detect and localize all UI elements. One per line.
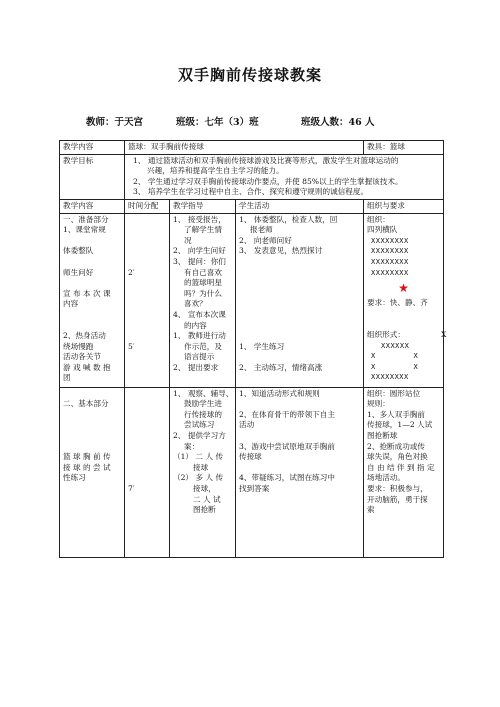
- content-value: 篮球：双手胸前传接球: [125, 141, 364, 155]
- goal-row: [60, 154, 444, 199]
- content-line: 篮 球 胸 前 传: [63, 452, 111, 462]
- guide-line: 的内容: [184, 320, 207, 330]
- warmup-organization: [364, 213, 447, 387]
- org-requirement: 要求：快、静、齐: [367, 298, 428, 308]
- activity-line: 1、 学生练习: [239, 341, 285, 351]
- org-line: 规则：: [367, 399, 390, 409]
- guide-line: 3、 提问：你们: [173, 256, 226, 266]
- org-line: 自 由 结 伴 到 指 定: [367, 462, 435, 472]
- activity-line: 找到答案: [239, 483, 270, 493]
- guide-line: 喜欢？: [184, 299, 207, 309]
- column-header: 学生活动: [236, 199, 364, 213]
- goal-line: 2、 学生通过学习双手胸前传接球动作要点，并使 85%以上的学生掌握该技术。: [133, 176, 403, 186]
- circle-row: XXXXXX: [381, 341, 410, 350]
- activity-line: 1、 体委整队，检查人数，回: [239, 214, 338, 224]
- content-row: [60, 141, 444, 155]
- basic-activity: [236, 387, 364, 557]
- column-header: 教学指导: [170, 199, 236, 213]
- guide-line: 的篮球明星: [184, 278, 222, 288]
- content-line: 团: [63, 373, 71, 383]
- guide-line: 况: [184, 235, 192, 245]
- guide-line: 有自己喜欢: [184, 267, 222, 277]
- guide-line: 1、 接受报告，: [173, 214, 226, 224]
- warmup-row: [60, 213, 444, 387]
- basic-row: [60, 387, 444, 557]
- teacher-star-icon: ★: [398, 281, 409, 296]
- column-header: 教学内容: [60, 199, 125, 213]
- guide-line: 二 人 试: [193, 494, 221, 504]
- basic-organization: [364, 387, 444, 557]
- guide-line: （1） 二 人 传: [173, 452, 224, 462]
- guide-line: 2、 提出要求: [173, 362, 219, 372]
- warmup-guide: [170, 213, 236, 387]
- time-value: 2′: [128, 267, 135, 277]
- circle-row: X X: [371, 352, 419, 361]
- content-label: 教学内容: [60, 141, 125, 155]
- org-line: 图抢断球: [367, 430, 398, 440]
- guide-line: 案：: [184, 441, 200, 451]
- guide-line: （2） 多 人 传: [173, 473, 224, 483]
- content-line: 2、热身活动: [63, 331, 106, 341]
- guide-line: 图抢断: [193, 505, 216, 515]
- basic-time: [125, 387, 170, 557]
- goal-line: 1、 通过篮球活动和双手胸前传接球游戏及比赛等形式，激发学生对篮球运动的: [133, 155, 399, 165]
- guide-line: 1、 观察、辅导、: [173, 388, 234, 398]
- warmup-content: [60, 213, 125, 387]
- guide-line: 2、 向学生问好: [173, 246, 226, 256]
- content-line: 师生问好: [63, 267, 94, 277]
- activity-line: 报老师: [250, 225, 273, 235]
- content-line: 1、课堂常规: [63, 225, 106, 235]
- time-value: 7′: [128, 483, 135, 493]
- org-line: 传接球，1—2 人试: [367, 420, 433, 430]
- activity-line: 3、 发表意见，热烈探讨: [239, 246, 323, 256]
- content-line: 接 球 的 尝 试: [63, 462, 111, 472]
- org-line: 索: [367, 505, 375, 515]
- org-formation: 四列横队: [367, 225, 398, 235]
- formation-row: XXXXXXXX: [371, 257, 409, 266]
- content-line: 一、准备部分: [63, 214, 109, 224]
- activity-line: 3、游戏中尝试原地双手胸前: [239, 441, 335, 451]
- goal-text: [125, 154, 444, 199]
- goal-line: 兴趣，培养和提高学生自主学习的能力。: [147, 166, 284, 176]
- guide-line: 作示范，及: [184, 341, 222, 351]
- org-line: 2、抢断成功或传: [367, 441, 426, 451]
- formation-row: XXXXXXXX: [371, 247, 409, 256]
- activity-line: 2、在体育骨干的带领下自主: [239, 409, 335, 419]
- content-line: 绕场慢跑: [63, 341, 94, 351]
- class-info: 班级：七年（3）班: [176, 117, 259, 128]
- guide-line: 尝试练习: [184, 420, 215, 430]
- warmup-activity: [236, 213, 364, 387]
- warmup-time: [125, 213, 170, 387]
- org-line: 组织：圆形站位: [367, 388, 421, 398]
- content-line: 二、基本部分: [63, 399, 109, 409]
- content-line: 活动各关节: [63, 352, 101, 362]
- guide-line: 1、 教师进行动: [173, 331, 226, 341]
- activity-line: 1、知道活动形式和规则: [239, 388, 320, 398]
- guide-line: 接球: [193, 462, 209, 472]
- org-line: 场地活动。: [367, 473, 405, 483]
- guide-line: 行传接球的: [184, 409, 222, 419]
- content-line: 性练习: [63, 473, 86, 483]
- activity-line: 传接球: [239, 452, 262, 462]
- org-line: 要求：积极参与，: [367, 483, 428, 493]
- guide-line: 了解学生情: [184, 225, 222, 235]
- equipment: 教具：篮球: [364, 141, 444, 155]
- org-line: 开动脑筋，勇于探: [367, 494, 428, 504]
- activity-line: 2、 主动练习，情绪高涨: [239, 362, 323, 372]
- page-title: 双手胸前传接球教案: [177, 66, 322, 84]
- column-header-row: [60, 199, 444, 213]
- circle-row: X X: [371, 362, 419, 371]
- class-count-info: 班级人数：46 人: [301, 117, 375, 128]
- form-x: X: [440, 329, 447, 339]
- content-line: 内容: [63, 299, 79, 309]
- teacher-info: 教师：于天宫: [86, 117, 144, 128]
- guide-line: 接球，: [193, 483, 216, 493]
- guide-line: 4、 宣布本次课: [173, 309, 226, 319]
- column-header: 组织与要求: [364, 199, 444, 213]
- content-line: 宣 布 本 次 课: [63, 288, 111, 298]
- content-line: 游 戏 喊 数 抱: [63, 362, 111, 372]
- guide-line: 鼓励学生进: [184, 399, 222, 409]
- time-value: 5′: [128, 341, 135, 351]
- goal-label: 教学目标: [60, 154, 125, 199]
- guide-line: 语言提示: [184, 352, 215, 362]
- content-line: 体委整队: [63, 246, 94, 256]
- activity-line: 2、 向老师问好: [239, 235, 292, 245]
- guide-line: 2、 提供学习方: [173, 430, 226, 440]
- formation-row: XXXXXXXX: [371, 236, 409, 245]
- activity-line: 活动: [239, 420, 255, 430]
- column-header: 时间分配: [125, 199, 170, 213]
- goal-line: 3、 培养学生在学习过程中自主、合作、探究和遵守规则的诚信程度。: [133, 187, 369, 197]
- org-line: 球失误，角色对换: [367, 452, 428, 462]
- activity-line: 4、带疑练习，试图在练习中: [239, 473, 335, 483]
- guide-line: 吗？为什么: [184, 288, 222, 298]
- org-label: 组织：: [367, 214, 390, 224]
- org-form-label: [367, 329, 447, 341]
- basic-guide: [170, 387, 236, 557]
- lesson-plan-table: [59, 140, 447, 558]
- formation-row: XXXXXXXX: [371, 268, 409, 277]
- form-label-text: 组织形式：: [367, 329, 405, 339]
- basic-content: [60, 387, 125, 557]
- org-line: 1、多人双手胸前: [367, 409, 426, 419]
- circle-row: XXXXXXXX: [371, 373, 409, 382]
